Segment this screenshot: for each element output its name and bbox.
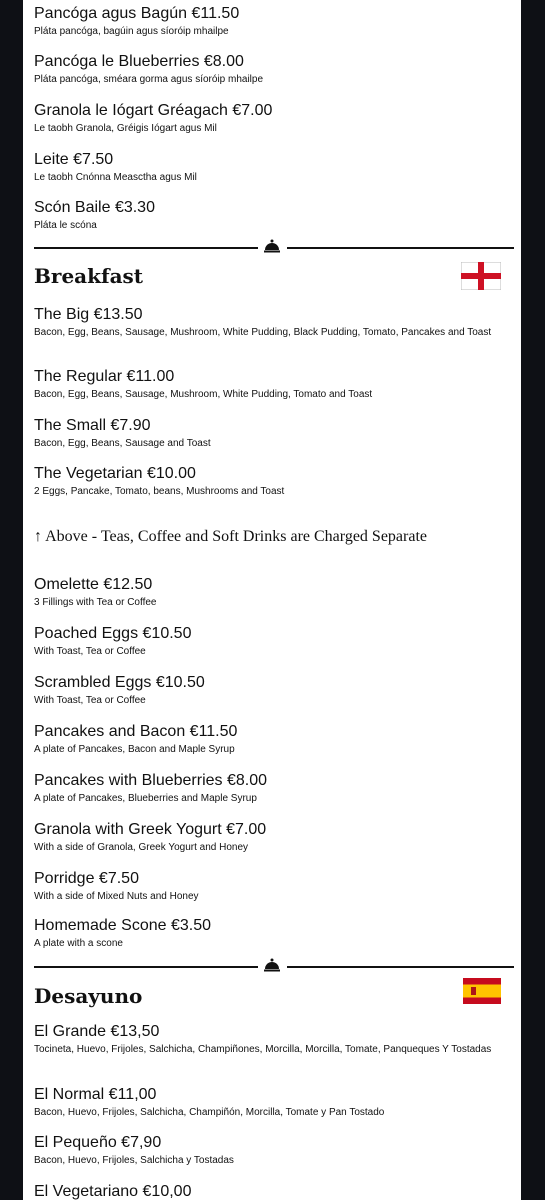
menu-item-name: The Vegetarian €10.00	[34, 465, 196, 482]
menu-item	[34, 771, 504, 805]
menu-item-name: Granola with Greek Yogurt €7.00	[34, 821, 267, 838]
menu-item-description: A plate of Pancakes, Blueberries and Maple Syrup	[34, 793, 257, 804]
menu-item-name: Pancóga le Blueberries €8.00	[34, 53, 244, 70]
menu-item-name: Omelette €12.50	[34, 576, 153, 593]
menu-item	[34, 673, 504, 707]
menu-item-description: Bacon, Egg, Beans, Sausage, Mushroom, White Pudding, Black Pudding, Tomato, Pancakes and Toast	[34, 327, 492, 338]
menu-item	[34, 575, 504, 609]
menu-item-description: Le taobh Granola, Gréigis Iógart agus Mil	[34, 123, 217, 134]
menu-item-description: Bacon, Huevo, Frijoles, Salchicha, Champiñón, Morcilla, Tomate y Pan Tostado	[34, 1107, 385, 1118]
menu-item-name: Pancóga agus Bagún €11.50	[34, 5, 240, 22]
section-divider	[34, 957, 514, 973]
drinks-note: ↑ Above - Teas, Coffee and Soft Drinks are Charged Separate	[34, 528, 427, 545]
service-bell-icon	[263, 238, 281, 254]
menu-item-name: Scrambled Eggs €10.50	[34, 674, 205, 691]
menu-item	[34, 416, 504, 450]
menu-item-name: Porridge €7.50	[34, 870, 139, 887]
menu-item-name: Pancakes and Bacon €11.50	[34, 723, 238, 740]
service-bell-icon	[263, 957, 281, 973]
menu-item	[34, 869, 504, 903]
menu-item-name: Scón Baile €3.30	[34, 199, 155, 216]
menu-page	[23, 0, 521, 1200]
menu-item	[34, 305, 504, 339]
menu-item-name: Homemade Scone €3.50	[34, 917, 211, 934]
menu-item	[34, 916, 504, 950]
menu-item-description: A plate of Pancakes, Bacon and Maple Syrup	[34, 744, 235, 755]
menu-item-name: Poached Eggs €10.50	[34, 625, 192, 642]
menu-item-description: A plate with a scone	[34, 938, 123, 949]
menu-item	[34, 198, 504, 232]
menu-item	[34, 367, 504, 401]
menu-item	[34, 4, 504, 38]
menu-item	[34, 722, 504, 756]
menu-item-description: 2 Eggs, Pancake, Tomato, beans, Mushrooms and Toast	[34, 486, 285, 497]
menu-item-name: Granola le Iógart Gréagach €7.00	[34, 102, 273, 119]
menu-item-description: Pláta pancóga, sméara gorma agus síoróip mhailpe	[34, 74, 264, 85]
menu-item-description: Pláta le scóna	[34, 220, 97, 231]
menu-item-name: El Normal €11,00	[34, 1086, 157, 1103]
menu-item-description: With Toast, Tea or Coffee	[34, 695, 146, 706]
menu-item-description: Bacon, Egg, Beans, Sausage, Mushroom, White Pudding, Tomato and Toast	[34, 389, 373, 400]
menu-item-description: 3 Fillings with Tea or Coffee	[34, 597, 157, 608]
menu-item	[34, 1022, 504, 1056]
menu-item	[34, 150, 504, 184]
menu-item	[34, 464, 504, 498]
spain-flag-icon	[463, 978, 501, 1004]
england-flag-icon	[461, 262, 501, 290]
menu-item-description: Bacon, Egg, Beans, Sausage and Toast	[34, 438, 211, 449]
menu-item-name: El Vegetariano €10,00	[34, 1183, 192, 1200]
menu-item	[34, 624, 504, 658]
menu-item-name: El Pequeño €7,90	[34, 1134, 162, 1151]
menu-item-name: Pancakes with Blueberries €8.00	[34, 772, 268, 789]
menu-item-description: Tocineta, Huevo, Frijoles, Salchicha, Champiñones, Morcilla, Morcilla, Tomate, Panqueques Y Tostadas	[34, 1044, 492, 1055]
menu-item	[34, 820, 504, 854]
menu-item-description: Le taobh Cnónna Measctha agus Mil	[34, 172, 197, 183]
section-title-breakfast: Breakfast	[34, 264, 144, 288]
menu-item-name: The Regular €11.00	[34, 368, 175, 385]
menu-item-description: Pláta pancóga, bagúin agus síoróip mhailpe	[34, 26, 229, 37]
menu-item-description: With a side of Granola, Greek Yogurt and Honey	[34, 842, 249, 853]
menu-item	[34, 1182, 504, 1200]
menu-item-name: The Big €13.50	[34, 306, 143, 323]
menu-item-name: The Small €7.90	[34, 417, 151, 434]
menu-item-name: El Grande €13,50	[34, 1023, 160, 1040]
menu-item	[34, 101, 504, 135]
menu-item-description: Bacon, Huevo, Frijoles, Salchicha y Tostadas	[34, 1155, 234, 1166]
menu-item-name: Leite €7.50	[34, 151, 114, 168]
menu-item-description: With Toast, Tea or Coffee	[34, 646, 146, 657]
menu-item	[34, 1085, 504, 1119]
menu-item	[34, 52, 504, 86]
menu-item-description: With a side of Mixed Nuts and Honey	[34, 891, 199, 902]
section-title-desayuno: Desayuno	[34, 984, 143, 1008]
menu-item	[34, 1133, 504, 1167]
section-divider	[34, 238, 514, 254]
